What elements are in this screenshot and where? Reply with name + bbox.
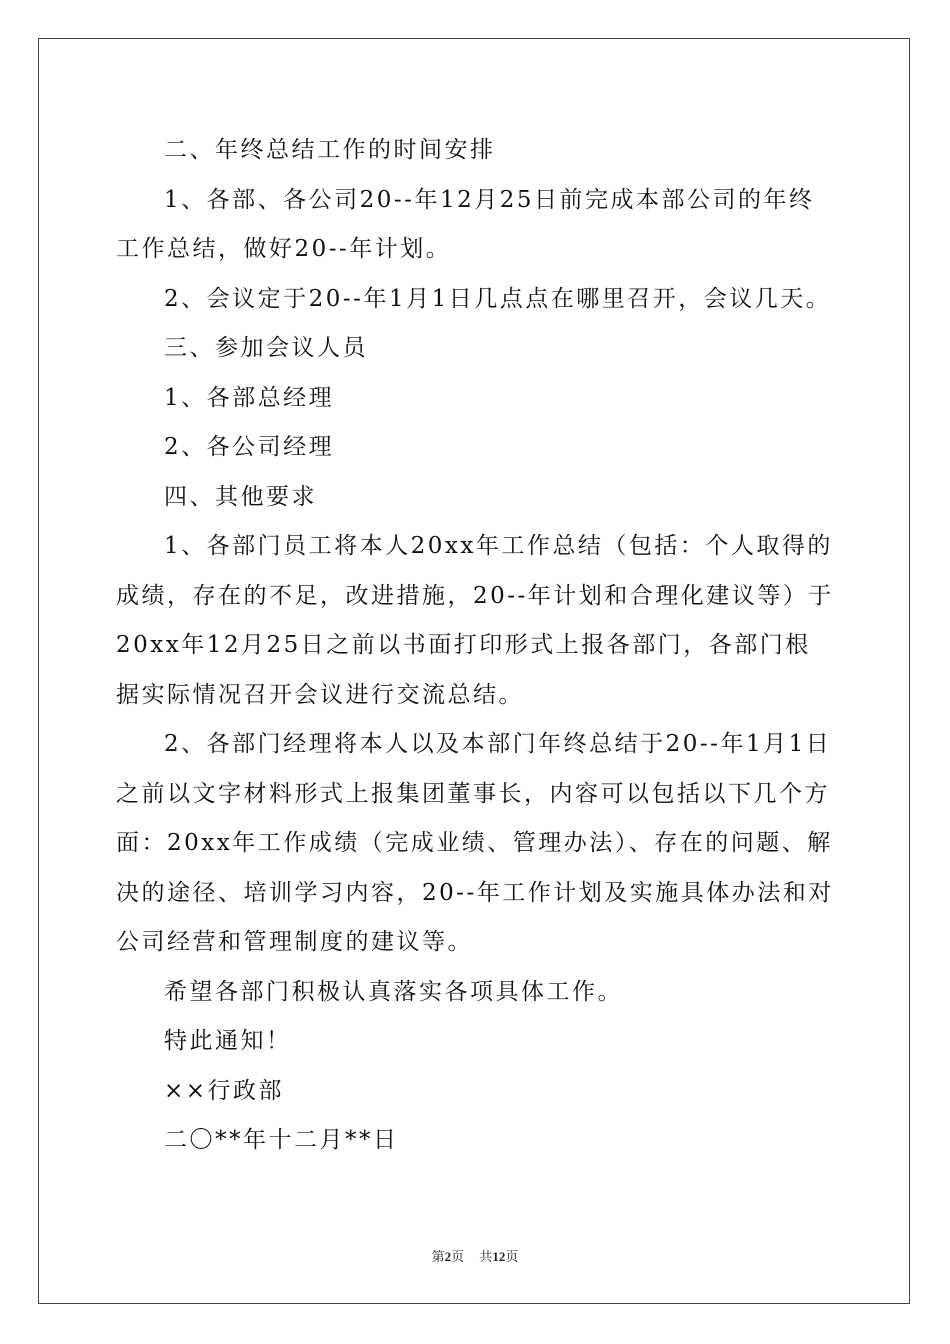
page-footer — [0, 1246, 950, 1265]
paragraph-requirements-item-2: 2、各部门经理将本人以及本部门年终总结于20--年1月1日之前以文字材料形式上报集团董事长，内容可以包括以下几个方面：20xx年工作成绩（完成业绩、管理办法）、存在的问题、解决的途径、培训学习内容，20--年工作计划及实施具体办法和对公司经营和管理制度的建议等。 — [116, 731, 834, 955]
paragraph-closing: 希望各部门积极认真落实各项具体工作。 — [164, 978, 623, 1005]
page-current: 2 — [444, 1249, 452, 1264]
signature-date: 二〇**年十二月**日 — [164, 1127, 399, 1153]
total-prefix: 共 — [479, 1249, 493, 1264]
paragraph-schedule-item-2: 2、会议定于20--年1月1日几点点在哪里召开，会议几天。 — [164, 285, 832, 312]
total-suffix: 页 — [505, 1249, 519, 1264]
signature-department: ××行政部 — [164, 1077, 285, 1104]
paragraph-attendees-item-1: 1、各部总经理 — [164, 384, 335, 411]
paragraph-notice: 特此通知！ — [164, 1028, 292, 1054]
page-prefix: 第 — [431, 1249, 445, 1264]
paragraph-attendees-item-2: 2、各公司经理 — [164, 434, 335, 460]
section-heading-schedule: 二、年终总结工作的时间安排 — [164, 137, 496, 163]
paragraph-requirements-item-1: 1、各部门员工将本人20xx年工作总结（包括：个人取得的成绩，存在的不足，改进措施，20--年计划和合理化建议等）于20xx年12月25日之前以书面打印形式上报各部门，各部门根据实际情况召开会议进行交流总结。 — [116, 533, 834, 708]
section-heading-attendees: 三、参加会议人员 — [164, 335, 368, 361]
total-count: 12 — [492, 1249, 506, 1264]
document-body — [116, 126, 836, 1166]
page-suffix: 页 — [451, 1249, 465, 1264]
section-heading-requirements: 四、其他要求 — [164, 483, 317, 510]
page-number — [432, 1249, 465, 1264]
page-total — [479, 1249, 518, 1264]
paragraph-schedule-item-1: 1、各部、各公司20--年12月25日前完成本部公司的年终工作总结，做好20--年计划。 — [116, 186, 815, 262]
